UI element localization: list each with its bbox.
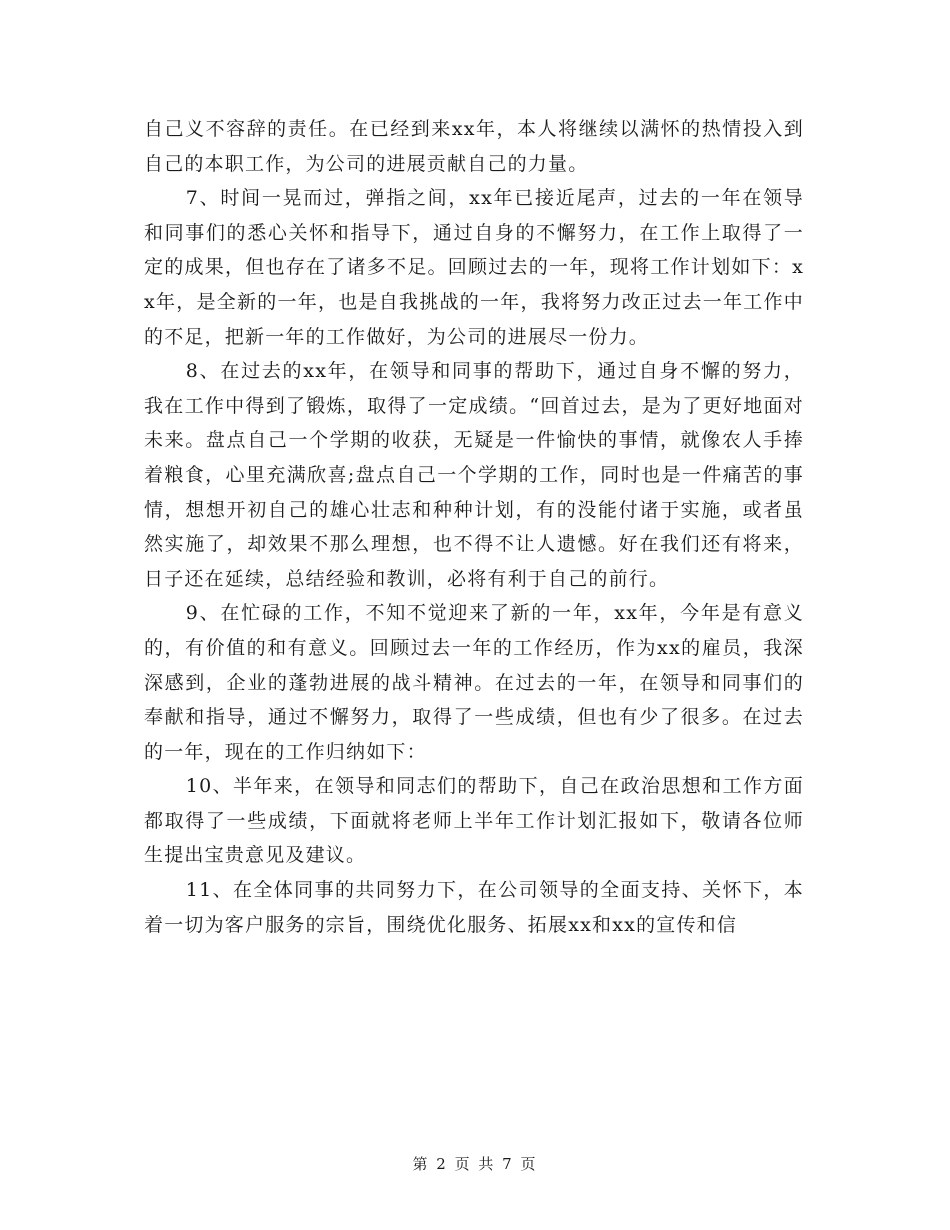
paragraph-item-7: 7、时间一晃而过，弹指之间，xx年已接近尾声，过去的一年在领导和同事们的悉心关怀和指导下，通过自身的不懈努力，在工作上取得了一定的成果，但也存在了诸多不足。回顾过去的一年，现将工作计划如下：xx年，是全新的一年，也是自我挑战的一年，我将努力改正过去一年工作中的不足，把新一年的工作做好，为公司的进展尽一份力。 xyxy=(144,187,804,348)
paragraph-item-9: 9、在忙碌的工作，不知不觉迎来了新的一年，xx年，今年是有意义的，有价值的和有意义。回顾过去一年的工作经历，作为xx的雇员，我深深感到，企业的蓬勃进展的战斗精神。在过去的一年，在领导和同事们的奉献和指导，通过不懈努力，取得了一些成绩，但也有少了很多。在过去的一年，现在的工作归纳如下： xyxy=(144,602,804,763)
document-body xyxy=(144,112,804,942)
page-number-footer: 第 2 页 共 7 页 xyxy=(412,1155,538,1173)
paragraph-item-11: 11、在全体同事的共同努力下，在公司领导的全面支持、关怀下，本着一切为客户服务的宗旨，围绕优化服务、拓展xx和xx的宣传和信 xyxy=(144,879,804,936)
paragraph-item-10: 10、半年来，在领导和同志们的帮助下，自己在政治思想和工作方面都取得了一些成绩，下面就将老师上半年工作计划汇报如下，敬请各位师生提出宝贵意见及建议。 xyxy=(144,775,804,867)
paragraph-continued: 自己义不容辞的责任。在已经到来xx年，本人将继续以满怀的热情投入到自己的本职工作，为公司的进展贡献自己的力量。 xyxy=(144,118,804,175)
paragraph-item-8: 8、在过去的xx年，在领导和同事的帮助下，通过自身不懈的努力，我在工作中得到了锻炼，取得了一定成绩。“回首过去，是为了更好地面对未来。盘点自己一个学期的收获，无疑是一件愉快的事情，就像农人手捧着粮食，心里充满欣喜;盘点自己一个学期的工作，同时也是一件痛苦的事情，想想开初自己的雄心壮志和种种计划，有的没能付诸于实施，或者虽然实施了，却效果不那么理想，也不得不让人遗憾。好在我们还有将来，日子还在延续，总结经验和教训，必将有利于自己的前行。 xyxy=(144,360,804,590)
